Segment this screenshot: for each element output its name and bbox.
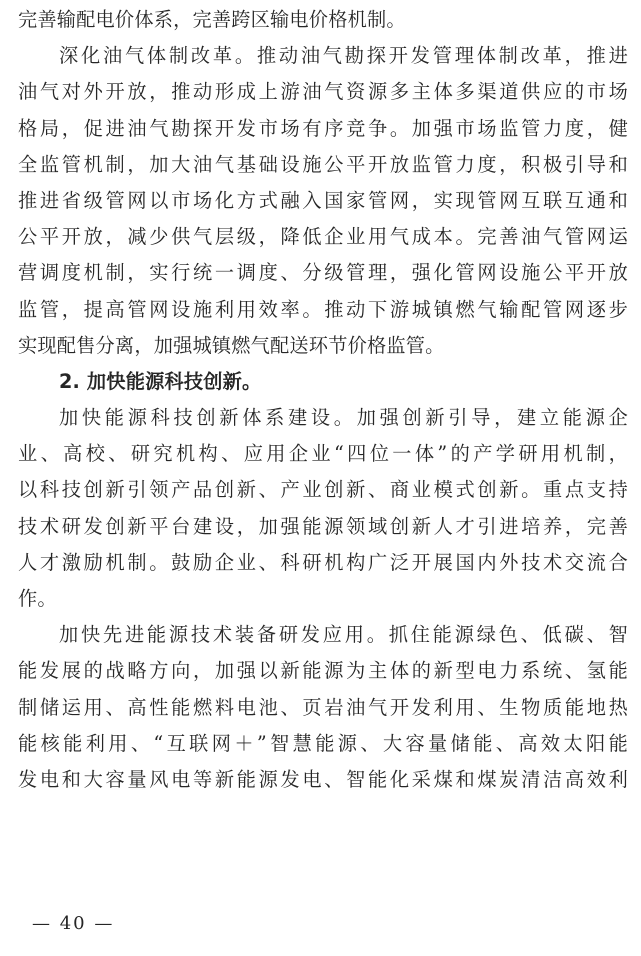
text-line: 以科技创新引领产品创新、产业创新、商业模式创新。重点支持: [18, 478, 628, 502]
text-line: 人才激励机制。鼓励企业、科研机构广泛开展国内外技术交流合: [18, 550, 628, 574]
text-line: 推进省级管网以市场化方式融入国家管网，实现管网互联互通和: [18, 188, 628, 212]
text-line: 公平开放，减少供气层级，降低企业用气成本。完善油气管网运: [18, 225, 628, 249]
paragraph-first-line: 深化油气体制改革。推动油气勘探开发管理体制改革，推进: [59, 44, 628, 68]
text-line: 作。: [18, 587, 57, 610]
text-line: 监管，提高管网设施利用效率。推动下游城镇燃气输配管网逐步: [18, 297, 628, 321]
text-line: 能核能利用、“互联网＋”智慧能源、大容量储能、高效太阳能: [18, 731, 628, 755]
text-line: 发电和大容量风电等新能源发电、智能化采煤和煤炭清洁高效利: [18, 767, 628, 791]
text-line: 油气对外开放，推动形成上游油气资源多主体多渠道供应的市场: [18, 80, 628, 104]
text-line: 实现配售分离，加强城镇燃气配送环节价格监管。: [18, 333, 445, 357]
text-line: 业、高校、研究机构、应用企业“四位一体”的产学研用机制，: [18, 442, 628, 466]
text-line: 能发展的战略方向，加强以新能源为主体的新型电力系统、氢能: [18, 659, 628, 683]
text-line: 制储运用、高性能燃料电池、页岩油气开发利用、生物质能地热: [18, 695, 628, 719]
text-line: 完善输配电价体系，完善跨区输电价格机制。: [18, 8, 406, 31]
section-heading: 2. 加快能源科技创新。: [59, 369, 262, 393]
page-number: — 40 —: [32, 913, 115, 934]
text-line: 营调度机制，实行统一调度、分级管理，强化管网设施公平开放: [18, 261, 628, 285]
paragraph-first-line: 加快先进能源技术装备研发应用。抓住能源绿色、低碳、智: [59, 623, 628, 647]
paragraph-first-line: 加快能源科技创新体系建设。加强创新引导，建立能源企: [59, 406, 628, 430]
text-line: 技术研发创新平台建设，加强能源领域创新人才引进培养，完善: [18, 514, 628, 538]
text-line: 全监管机制，加大油气基础设施公平开放监管力度，积极引导和: [18, 152, 628, 176]
text-line: 格局，促进油气勘探开发市场有序竞争。加强市场监管力度，健: [18, 116, 628, 140]
